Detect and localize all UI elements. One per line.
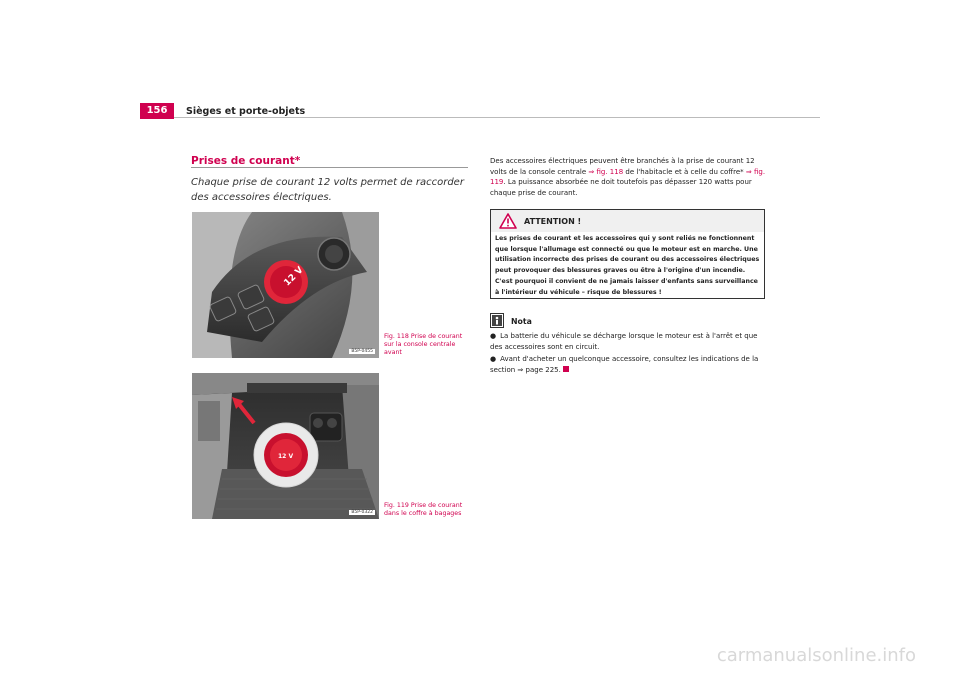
- socket-label-2: 12 V: [278, 453, 294, 460]
- watermark: carmanualsonline.info: [716, 645, 916, 666]
- list-item: ● La batterie du véhicule se décharge lorsque le moteur est à l'arrêt et que des accessoires sont en circuit.: [490, 332, 758, 351]
- end-of-section-icon: [563, 366, 569, 372]
- header-divider: [174, 117, 820, 118]
- section-divider: [191, 167, 468, 168]
- trunk-photo: [192, 373, 379, 519]
- warning-text: Les prises de courant et les accessoires qui y sont reliés ne fonctionnent que lorsque l'allumage est connecté ou que le moteur est en marche. Une utilisation incorrecte des prises de courant ou des accessoires électriques peut provoquer des blessures graves ou être à l'origine d'un incendie. C'est pourquoi il convient de ne jamais laisser d'enfants sans surveillance à l'intérieur du véhicule – risque de blessures !: [495, 235, 760, 296]
- warning-box: [490, 209, 765, 299]
- note-title: Nota: [511, 317, 532, 326]
- section-title: Prises de courant*: [191, 155, 301, 167]
- section-intro: Chaque prise de courant 12 volts permet de raccorder des accessoires électriques.: [191, 177, 464, 203]
- figure-119-trunk-socket: [192, 373, 379, 519]
- figure-119-link[interactable]: ⇒ fig. 119: [490, 167, 766, 186]
- bullet-icon: ●: [490, 355, 497, 363]
- figure-code: B5P-0322: [351, 510, 373, 515]
- figure-118-caption: Fig. 118 Prise de courant sur la console centrale avant: [384, 333, 463, 356]
- figure-118-link[interactable]: ⇒ fig. 118: [588, 167, 624, 176]
- figure-code: B5P-0455: [351, 349, 373, 354]
- figure-119-caption: Fig. 119 Prise de courant dans le coffre à bagages: [384, 502, 463, 517]
- socket-label-1: 12 V: [282, 265, 306, 289]
- note-icon: [490, 313, 504, 328]
- figure-118-console-socket: [192, 212, 379, 358]
- running-header: Sièges et porte-objets: [186, 106, 306, 117]
- page-number: 156: [140, 103, 174, 119]
- warning-triangle-icon: [499, 213, 517, 229]
- warning-title: ATTENTION !: [524, 217, 582, 226]
- warning-header: [491, 210, 764, 232]
- console-photo: [192, 212, 379, 358]
- note-list: [490, 331, 766, 377]
- bullet-icon: ●: [490, 332, 497, 340]
- list-item: ● Avant d'acheter un quelconque accessoire, consultez les indications de la section ⇒ page 225.: [490, 355, 759, 374]
- body-paragraph: Des accessoires électriques peuvent être branchés à la prise de courant 12 volts de la console centrale ⇒ fig. 118 de l'habitacle et à celle du coffre* ⇒ fig. 119. La puissance absorbée ne doit toutefois pas dépasser 120 watts pour chaque prise de courant.: [490, 157, 766, 197]
